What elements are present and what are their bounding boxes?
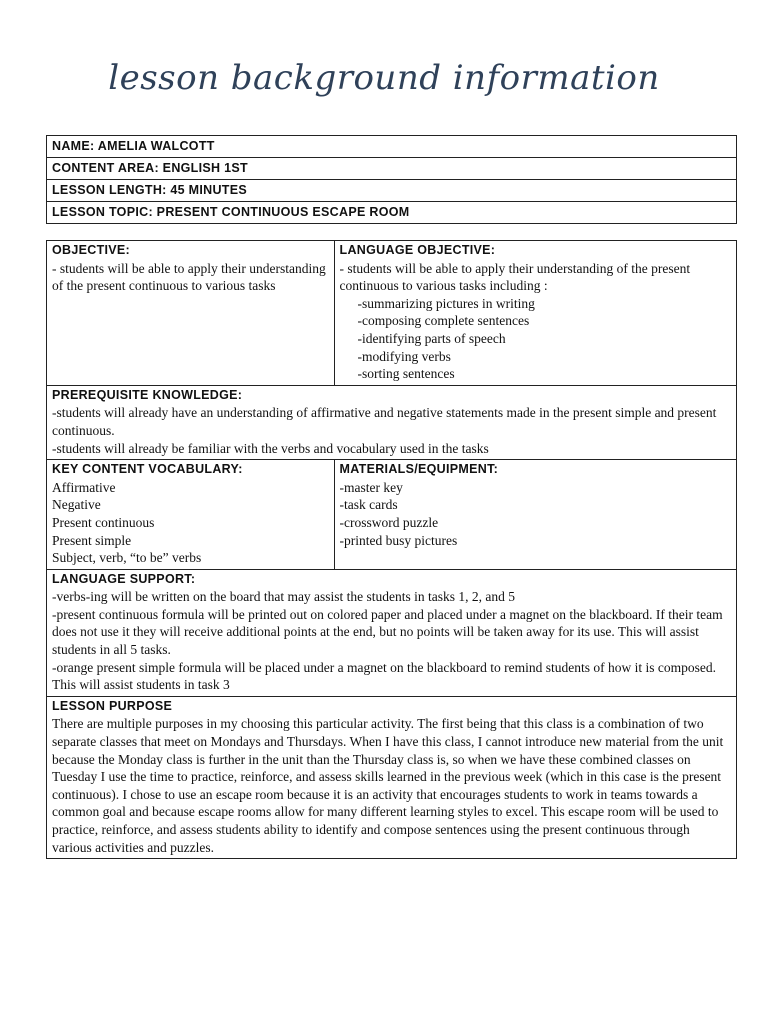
language-support-line: -verbs-ing will be written on the board that may assist the students in tasks 1, 2, and 5	[52, 589, 516, 605]
prerequisite-heading: PREREQUISITE KNOWLEDGE:	[52, 387, 243, 402]
language-objective-item: -identifying parts of speech	[357, 330, 506, 346]
purpose-heading: LESSON PURPOSE	[52, 698, 173, 713]
purpose-text: There are multiple purposes in my choosing this particular activity. The first being that this class is a combination of two separate classes that meet on Mondays and Thursdays. When I have this class, I cannot introduce new material from the unit because the Monday class is further in the unit than the Thursday class is, so when we have these combined classes on Tuesday I use the time to practice, reinforce, and assess skills learned in the previous week (which in this case is the present continuous). I chose to use an escape room because it is an activity that encourages students to work in teams towards a common goal and because escape rooms allow for many different learning styles to excel. This escape room will be used to practice, reinforce, and assess students ability to identify and compose sentences using the present continuous through various activities and puzzles.	[52, 716, 724, 855]
page-title: lesson background information	[108, 58, 660, 98]
info-table	[46, 135, 737, 224]
objective-text: - students will be able to apply their understanding of the present continuous to various tasks	[52, 260, 326, 294]
lesson-topic-row: LESSON TOPIC: PRESENT CONTINUOUS ESCAPE ROOM	[47, 202, 737, 224]
language-objective-item: -composing complete sentences	[357, 313, 530, 329]
language-objective-cell	[334, 241, 736, 386]
language-objective-heading: LANGUAGE OBJECTIVE:	[339, 243, 496, 257]
language-support-heading: LANGUAGE SUPPORT:	[52, 571, 196, 586]
materials-item: -crossword puzzle	[339, 514, 439, 530]
objective-cell	[47, 241, 335, 386]
vocabulary-heading: KEY CONTENT VOCABULARY:	[52, 462, 243, 477]
lesson-table	[46, 240, 737, 859]
prerequisite-line: -students will already be familiar with the verbs and vocabulary used in the tasks	[52, 440, 489, 456]
vocabulary-item: Negative	[52, 497, 101, 513]
language-objective-intro: - students will be able to apply their understanding of the present continuous to various tasks including :	[339, 260, 691, 294]
materials-item: -printed busy pictures	[339, 532, 458, 548]
language-objective-item: -sorting sentences	[357, 366, 455, 382]
vocabulary-item: Present continuous	[52, 514, 155, 530]
language-support-line: -present continuous formula will be printed out on colored paper and placed under a magnet on the blackboard. If their team does not use it they will receive additional points at the end, but no points will be taken away for its use. This will assist students in all 5 tasks.	[52, 606, 723, 658]
content-area-row: CONTENT AREA: ENGLISH 1ST	[47, 158, 737, 180]
prerequisite-cell	[47, 385, 737, 459]
materials-item: -task cards	[339, 497, 398, 513]
materials-cell	[334, 460, 736, 570]
language-support-cell	[47, 569, 737, 696]
prerequisite-line: -students will already have an understanding of affirmative and negative statements made in the present simple and present continuous.	[52, 405, 717, 438]
vocabulary-cell	[47, 460, 335, 570]
vocabulary-item: Affirmative	[52, 479, 116, 495]
vocabulary-item: Subject, verb, “to be” verbs	[52, 550, 202, 566]
purpose-cell	[47, 696, 737, 858]
language-objective-item: -summarizing pictures in writing	[357, 295, 535, 311]
objective-heading: OBJECTIVE:	[52, 243, 131, 257]
language-support-line: -orange present simple formula will be placed under a magnet on the blackboard to remind students of how it is composed. This will assist students in task 3	[52, 659, 716, 693]
name-row: NAME: AMELIA WALCOTT	[47, 136, 737, 158]
lesson-length-row: LESSON LENGTH: 45 MINUTES	[47, 180, 737, 202]
materials-item: -master key	[339, 479, 403, 495]
materials-heading: MATERIALS/EQUIPMENT:	[339, 462, 499, 477]
language-objective-item: -modifying verbs	[357, 348, 451, 364]
vocabulary-item: Present simple	[52, 532, 132, 548]
